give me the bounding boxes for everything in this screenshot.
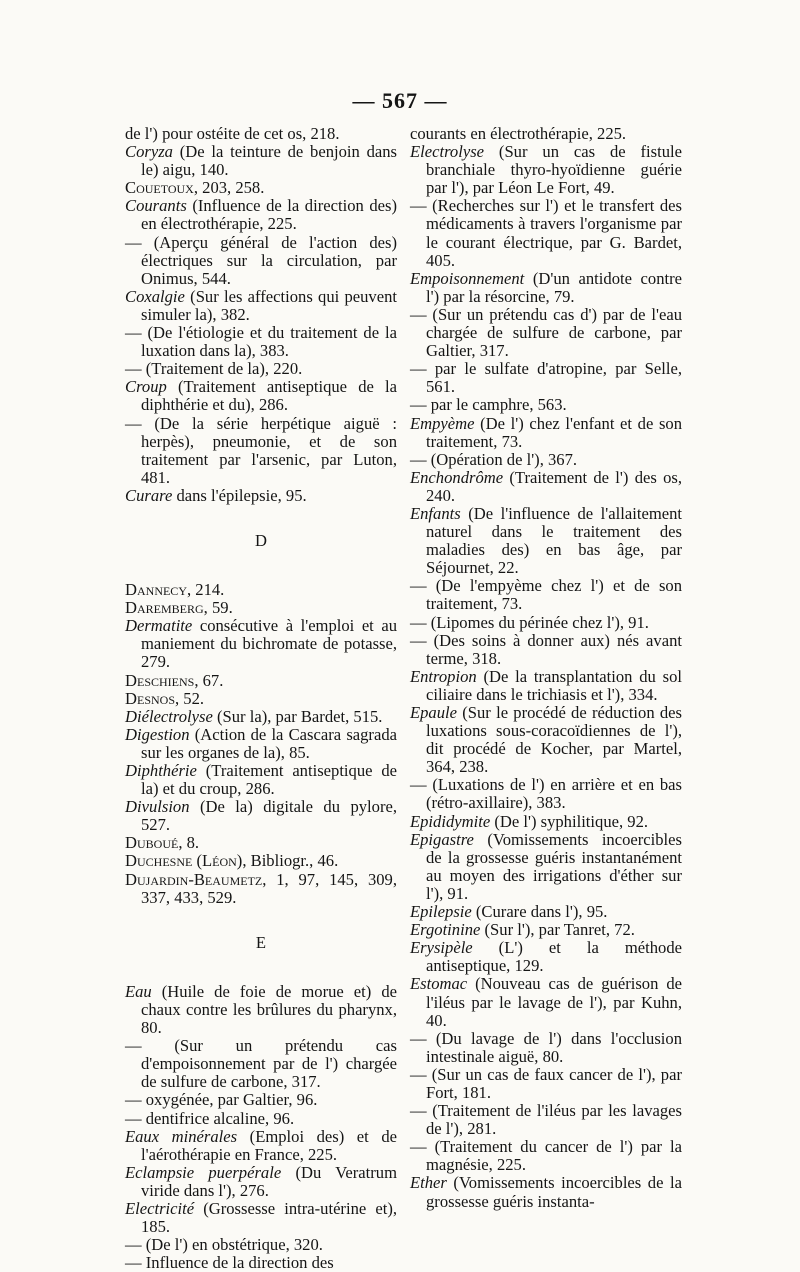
entry-text: , 214. [186,580,225,600]
entries-block-c [125,125,397,505]
entry-heading: Eau [125,981,152,1001]
entry-text: — (Lipomes du périnée chez l'), 91. [410,612,649,632]
index-entry [125,324,397,360]
index-entry [125,798,397,834]
index-entry [410,614,682,632]
entry-heading: Dermatite [125,616,193,636]
entry-text: , 59. [203,598,233,618]
entry-text: (De la teinture de benjoin dans le) aigu, 140. [141,142,397,180]
index-entry [125,1110,397,1128]
entry-heading: Digestion [125,724,190,744]
entry-heading: Empyème [410,413,475,433]
entry-text: (Action de la Cascara sagrada sur les organes de la), 85. [141,724,397,762]
index-entry [410,1030,682,1066]
index-entry [125,1254,397,1272]
entries-block-e [125,983,397,1272]
index-entry [125,834,397,852]
index-entry [410,1138,682,1174]
index-column-right [410,125,682,1211]
index-entry [125,415,397,487]
index-entry [125,378,397,414]
section-letter-e: E [255,932,267,952]
entry-text: (Curare dans l'), 95. [471,902,608,922]
index-entry [410,505,682,577]
index-entry [125,690,397,708]
entry-text: — (Sur un cas de faux cancer de l'), par Fort, 181. [410,1064,682,1102]
entry-heading: Ergotinine [410,920,481,940]
index-entry [410,831,682,903]
index-entry [410,469,682,505]
index-entry [410,125,682,143]
entry-text: — (Recherches sur l') et le transfert des médicaments à travers l'organisme par le courant électrique, par G. Bardet, 405. [410,196,682,270]
index-entry [410,632,682,668]
index-entry [410,668,682,704]
entry-heading: Diphthérie [125,761,197,780]
entry-text: (D'un antidote contre l') par la résorcine, 79. [426,268,682,306]
index-entry [410,1102,682,1138]
entry-text: , 52. [175,688,205,708]
entry-heading: Entropion [410,666,477,686]
index-entry [410,306,682,360]
index-entry [410,939,682,975]
entry-text: — (De l') en obstétrique, 320. [125,1235,323,1255]
entry-text: , 67. [194,670,224,690]
entry-heading: Croup [125,377,167,397]
entry-text: (Vomissements incoercibles de la grossesse guéris instanta- [426,1173,682,1211]
entry-text: — (Des soins à donner aux) nés avant terme, 318. [410,630,682,668]
index-entry [125,143,397,179]
index-entry [125,197,397,233]
entry-text: — oxygénée, par Galtier, 96. [125,1090,318,1110]
index-entry [125,599,397,617]
index-entry [125,234,397,288]
entry-heading: Ether [410,1173,447,1193]
index-column-left [125,125,397,1272]
entry-heading: Curare [125,485,173,505]
entry-text: — (De la série herpétique aiguë : herpès), pneumonie, et de son traitement par l'arsenic, par Luton, 481. [125,413,397,487]
index-entry [125,726,397,762]
entry-text: (Grossesse intra-utérine et), 185. [141,1198,397,1237]
entry-text: — (Aperçu général de l'action des) électriques sur la circulation, par Onimus, 544. [125,232,397,288]
entry-text: (Traitement antiseptique de la) et du croup, 286. [141,761,397,799]
entry-heading: Courants [125,196,187,216]
entry-heading: Erysipèle [410,938,473,958]
index-entry [125,581,397,599]
entry-text: (Huile de foie de morue et) de chaux contre les brûlures du pharynx, 80. [141,981,397,1038]
entry-heading: Epilepsie [410,902,472,922]
entry-text: (De l') syphilitique, 92. [490,811,649,831]
index-entry [410,197,682,269]
entry-text: dans l'épilepsie, 95. [172,485,307,505]
entry-text: , 8. [178,833,200,853]
entry-text: (De la) digitale du pylore, 527. [141,797,397,835]
index-entry [125,487,397,505]
entry-text: , 1, 97, 145, 309, 337, 433, 529. [141,869,397,907]
index-entry [410,813,682,831]
index-entry [125,360,397,378]
index-entry [125,288,397,324]
index-entry [125,125,397,143]
index-entry [125,617,397,671]
index-entry [410,396,682,414]
entry-text: de l') pour ostéite de cet os, 218. [125,124,340,143]
entry-heading: Coxalgie [125,286,185,306]
entry-heading: Divulsion [125,797,190,817]
entry-heading: Dujardin-Beaumetz [125,869,263,889]
entry-text: (Vomissements incoercibles de la grossesse guéris instantanément au moyen des irrigations d'éther sur l'), 91. [426,829,682,903]
index-entry [125,1236,397,1254]
entry-heading: Epididymite [410,811,491,831]
entry-text: — (De l'empyème chez l') et de son traitement, 73. [410,576,682,614]
page-number: — 567 — [352,88,448,113]
index-entry [125,1037,397,1091]
entry-text: — Influence de la direction des [125,1253,334,1272]
entry-text: — (Sur un prétendu cas d') par de l'eau chargée de sulfure de carbone, par Galtier, 317. [410,304,682,361]
entry-text: courants en électrothérapie, 225. [410,124,627,143]
entry-text: (L') et la méthode antiseptique, 129. [426,938,682,976]
index-entry [125,762,397,798]
index-entry [125,1091,397,1109]
entry-heading: Epigastre [410,829,474,849]
index-entry [125,1164,397,1200]
entry-text: (Nouveau cas de guérison de l'iléus par le lavage de l'), par Kuhn, 40. [426,974,682,1030]
index-entry [410,704,682,776]
entry-heading: Duboué [125,833,179,853]
entry-text: — (De l'étiologie et du traitement de la luxation dans la), 383. [125,323,397,361]
entry-text: — (Luxations de l') en arrière et en bas (rétro-axillaire), 383. [410,775,682,813]
entry-text: — par le camphre, 563. [410,395,567,415]
entry-text: (Sur le procédé de réduction des luxations sous-coracoïdiennes de l'), dit procédé de Kocher, par Martel, 364, 238. [426,703,682,777]
entry-text: (Traitement antiseptique de la diphthérie et du), 286. [141,377,397,415]
index-entry [125,1200,397,1236]
entry-text: (De l') chez l'enfant et de son traitement, 73. [426,413,682,451]
entry-text: — (Sur un prétendu cas d'empoisonnement par de l') chargée de sulfure de carbone, 317. [125,1036,397,1092]
index-entry [410,776,682,812]
entry-text: (De la transplantation du sol ciliaire dans le trichiasis et l'), 334. [426,666,682,704]
index-entry [125,1128,397,1164]
index-entry [125,852,397,870]
entry-text: — par le sulfate d'atropine, par Selle, 561. [410,359,682,397]
index-entry [125,708,397,726]
entries-block-e-cont [410,125,682,1211]
index-entry [410,577,682,613]
entry-text: (Traitement de l') des os, 240. [426,467,682,505]
entry-text: — dentifrice alcaline, 96. [125,1108,295,1128]
entry-text: — (Traitement de l'iléus par les lavages de l'), 281. [410,1101,682,1139]
entry-heading: Eclampsie puerpérale [125,1162,282,1182]
index-entry [410,921,682,939]
entries-block-d [125,581,397,907]
entry-text: (Sur un cas de fistule branchiale thyro-hyoïdienne guérie par l'), par Léon Le Fort, 49. [426,142,682,198]
entry-heading: Estomac [410,974,468,994]
index-entry [410,1174,682,1210]
entry-text: , 203, 258. [193,178,265,198]
entry-text: — (Traitement du cancer de l') par la magnésie, 225. [410,1137,682,1175]
entry-heading: Epaule [410,703,458,722]
entry-heading: Desnos [125,688,175,708]
index-entry [410,451,682,469]
entry-text: — (Du lavage de l') dans l'occlusion intestinale aiguë, 80. [410,1028,682,1066]
index-entry [410,903,682,921]
entry-text: (Sur les affections qui peuvent simuler la), 382. [141,286,397,324]
entry-heading: Duchesne (Léon) [125,851,243,871]
entry-text: (Sur la), par Bardet, 515. [212,706,383,726]
index-entry [410,143,682,197]
entry-heading: Deschiens [125,670,195,690]
index-entry [410,360,682,396]
entry-heading: Enchondrôme [410,467,504,487]
entry-heading: Diélectrolyse [125,706,213,726]
index-entry [410,415,682,451]
entry-heading: Daremberg [125,598,204,618]
entry-heading: Eaux minérales [125,1126,238,1146]
section-letter-d: D [255,530,267,550]
entry-heading: Couetoux [125,178,194,198]
entry-text: consécutive à l'emploi et au maniement du bichromate de potasse, 279. [141,616,397,672]
entry-text: (De l'influence de l'allaitement naturel dans le traitement des maladies des) en bas âge, par Séjournet, 22. [426,503,682,578]
entry-heading: Empoisonnement [410,268,525,288]
entry-text: — (Traitement de la), 220. [125,359,303,379]
entry-text: (Emploi des) et de l'aérothérapie en France, 225. [141,1126,398,1164]
entry-heading: Coryza [125,142,173,162]
entry-heading: Enfants [410,503,461,523]
entry-text: (Influence de la direction des) en électrothérapie, 225. [141,196,397,234]
index-entry [125,983,397,1037]
entry-heading: Dannecy [125,580,187,600]
entry-heading: Electrolyse [410,142,485,162]
index-entry [410,975,682,1029]
index-entry [125,672,397,690]
entry-text: , Bibliogr., 46. [242,851,339,871]
entry-heading: Electricité [125,1198,195,1218]
index-entry [410,270,682,306]
entry-text: (Du Veratrum viride dans l'), 276. [141,1162,397,1200]
index-entry [410,1066,682,1102]
entry-text: — (Opération de l'), 367. [410,449,578,469]
index-entry [125,179,397,197]
index-entry [125,871,397,907]
entry-text: (Sur l'), par Tanret, 72. [480,920,635,940]
